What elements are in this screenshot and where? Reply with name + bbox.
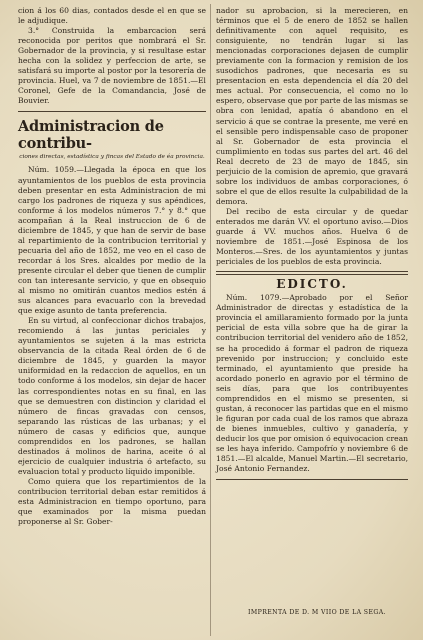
bottom-rule xyxy=(216,479,408,480)
section-heading: Administracion de contribu- xyxy=(18,118,164,153)
right-column xyxy=(216,6,408,485)
continuation-paragraph: cion á los 60 dias, contados desde el en que se le adjudique. xyxy=(18,6,206,26)
circular-paragraph-3: Como quiera que los repartimientos de la contribucion territorial deban estar remitidos á esta Administracion en tiempo oportuno, para que examinados por la misma puedan proponerse al Sr. Gober- xyxy=(18,476,206,527)
edicto-paragraph: Núm. 1079.—Aprobado por el Señor Administrador de directas y estadística de la provincia el amillaramiento formado por la junta pericial de esta villa sobre que ha de girar la contribucion territorial del venidero año de 1852, se ha procedido á formar el padron de riqueza prevenido por instruccion; y concluido este terminado, el ayuntamiento que preside ha acordado ponerlo en agravio por el término de seis días, para que los contribuyentes comprendidos en el mismo se presenten, si gustan, á reconocer las partidas que en el mismo le figuran por cada cual de los ramos que abraza de bienes inmuebles, cultivo y ganadería, y deducir los que por omision ó equivocacion crean se les haya inferido. Campofrío y noviembre 6 de 1851.—El alcalde, Manuel Martin.—El secretario, José Antonio Fernandez. xyxy=(216,293,408,474)
printer-imprint: IMPRENTA DE D. M VIIO DE LA SEGA. xyxy=(248,609,386,616)
edicto-heading: EDICTO. xyxy=(276,277,348,292)
circular-paragraph-2: En su virtud, al confeccionar dichos trabajos, recomiendo á las juntas periciales y ayuntamientos se sujeten á la mas estricta observancia de la citada Real órden de 6 de diciembre de 1845, y guarden la mayor uniformidad en la redaccion de aquellos, en un todo conforme á los modelos, sin dejar de hacer las correspondientes notas en su final, en las que se demuestren con distincion y claridad el número de fincas gravadas con censos, separando las rústicas de las urbanas; y el número de casas y edificios que, aunque comprendidos en los padrones, se hallan destinados á molinos de harina, aceite ó al ejercicio de cualquier industria ó artefacto, su evaluacion total y producto líquido imponible. xyxy=(18,316,206,476)
condition-paragraph: 3.° Construida la embarcacion será reconocida por peritos que nombrará el Sr. Gobernador de la provincia, y si resultase estar hecha con la solidez y perfeccion de arte, se satisfará su importe al postor por la tesorería de provincia. Huel, va 7 de noviembre de 1851.—El Coronel, Gefe de la Comandancia, José de Bouvier. xyxy=(18,26,206,106)
section-rule xyxy=(18,111,206,112)
left-column xyxy=(18,6,206,527)
section-rule xyxy=(216,271,408,275)
circular-paragraph-1: Núm. 1059.—Llegada la época en que los ayuntamientos de los pueblos de esta provincia deben presentar en esta Administracion de mi cargo los padrones de riqueza y sus apéndices, conforme á los modelos números 7.° y 8.° que acompañan á la Real instruccion de 6 de diciembre de 1845, y que han de servir de base al repartimiento de la contribucion territorial y pecuaria del año de 1852, me veo en el caso de recordar á los Sres. alcaldes por medio de la presente circular el deber que tienen de cumplir con tan interesante servicio, y que en obsequio al mismo no omitirán cuantos medios estén á sus alcances para evacuarlo con la brevedad que exige asunto de tanta preferencia. xyxy=(18,165,206,316)
circular-closing: Del recibo de esta circular y de quedar enterados me darán VV. el oportuno aviso.—Dios guarde á VV. muchos años. Huelva 6 de noviembre de 1851.—José Espinosa de los Monteros.—Sres. de los ayuntamientos y juntas periciales de los pueblos de esta provincia. xyxy=(216,206,408,267)
circular-continuation: nador su aprobacion, si la merecieren, en términos que el 5 de enero de 1852 se hallen definitivamente con aquel requisito, es consiguiente, no tendrán lugar si las mencionadas corporaciones dejasen de cumplir previamente con la formacion y remision de los susodichos padrones, que necesaria es su presentacion en esta dependencia el día 20 del mes actual. Por consecuencia, el como no lo espero, observase que por parte de las mismas se obra con lenidad, apatía ó abandono en el servicio á que se contrae la presente, me veré en el sensible pero indispensable caso de proponer al Sr. Gobernador de esta provincia el cumplimiento en todas sus partes del art. 46 del Real decreto de 23 de mayo de 1845, sin perjuicio de la comision de apremio, que gravará sobre los individuos de ambas corporaciones, ó sobre el que de ellos resulte la culpabilidad de la demora. xyxy=(216,6,408,206)
section-subheading: ciones directas, estadística y fincas del Estado de éa provincia. xyxy=(19,154,205,161)
column-divider xyxy=(210,4,211,636)
